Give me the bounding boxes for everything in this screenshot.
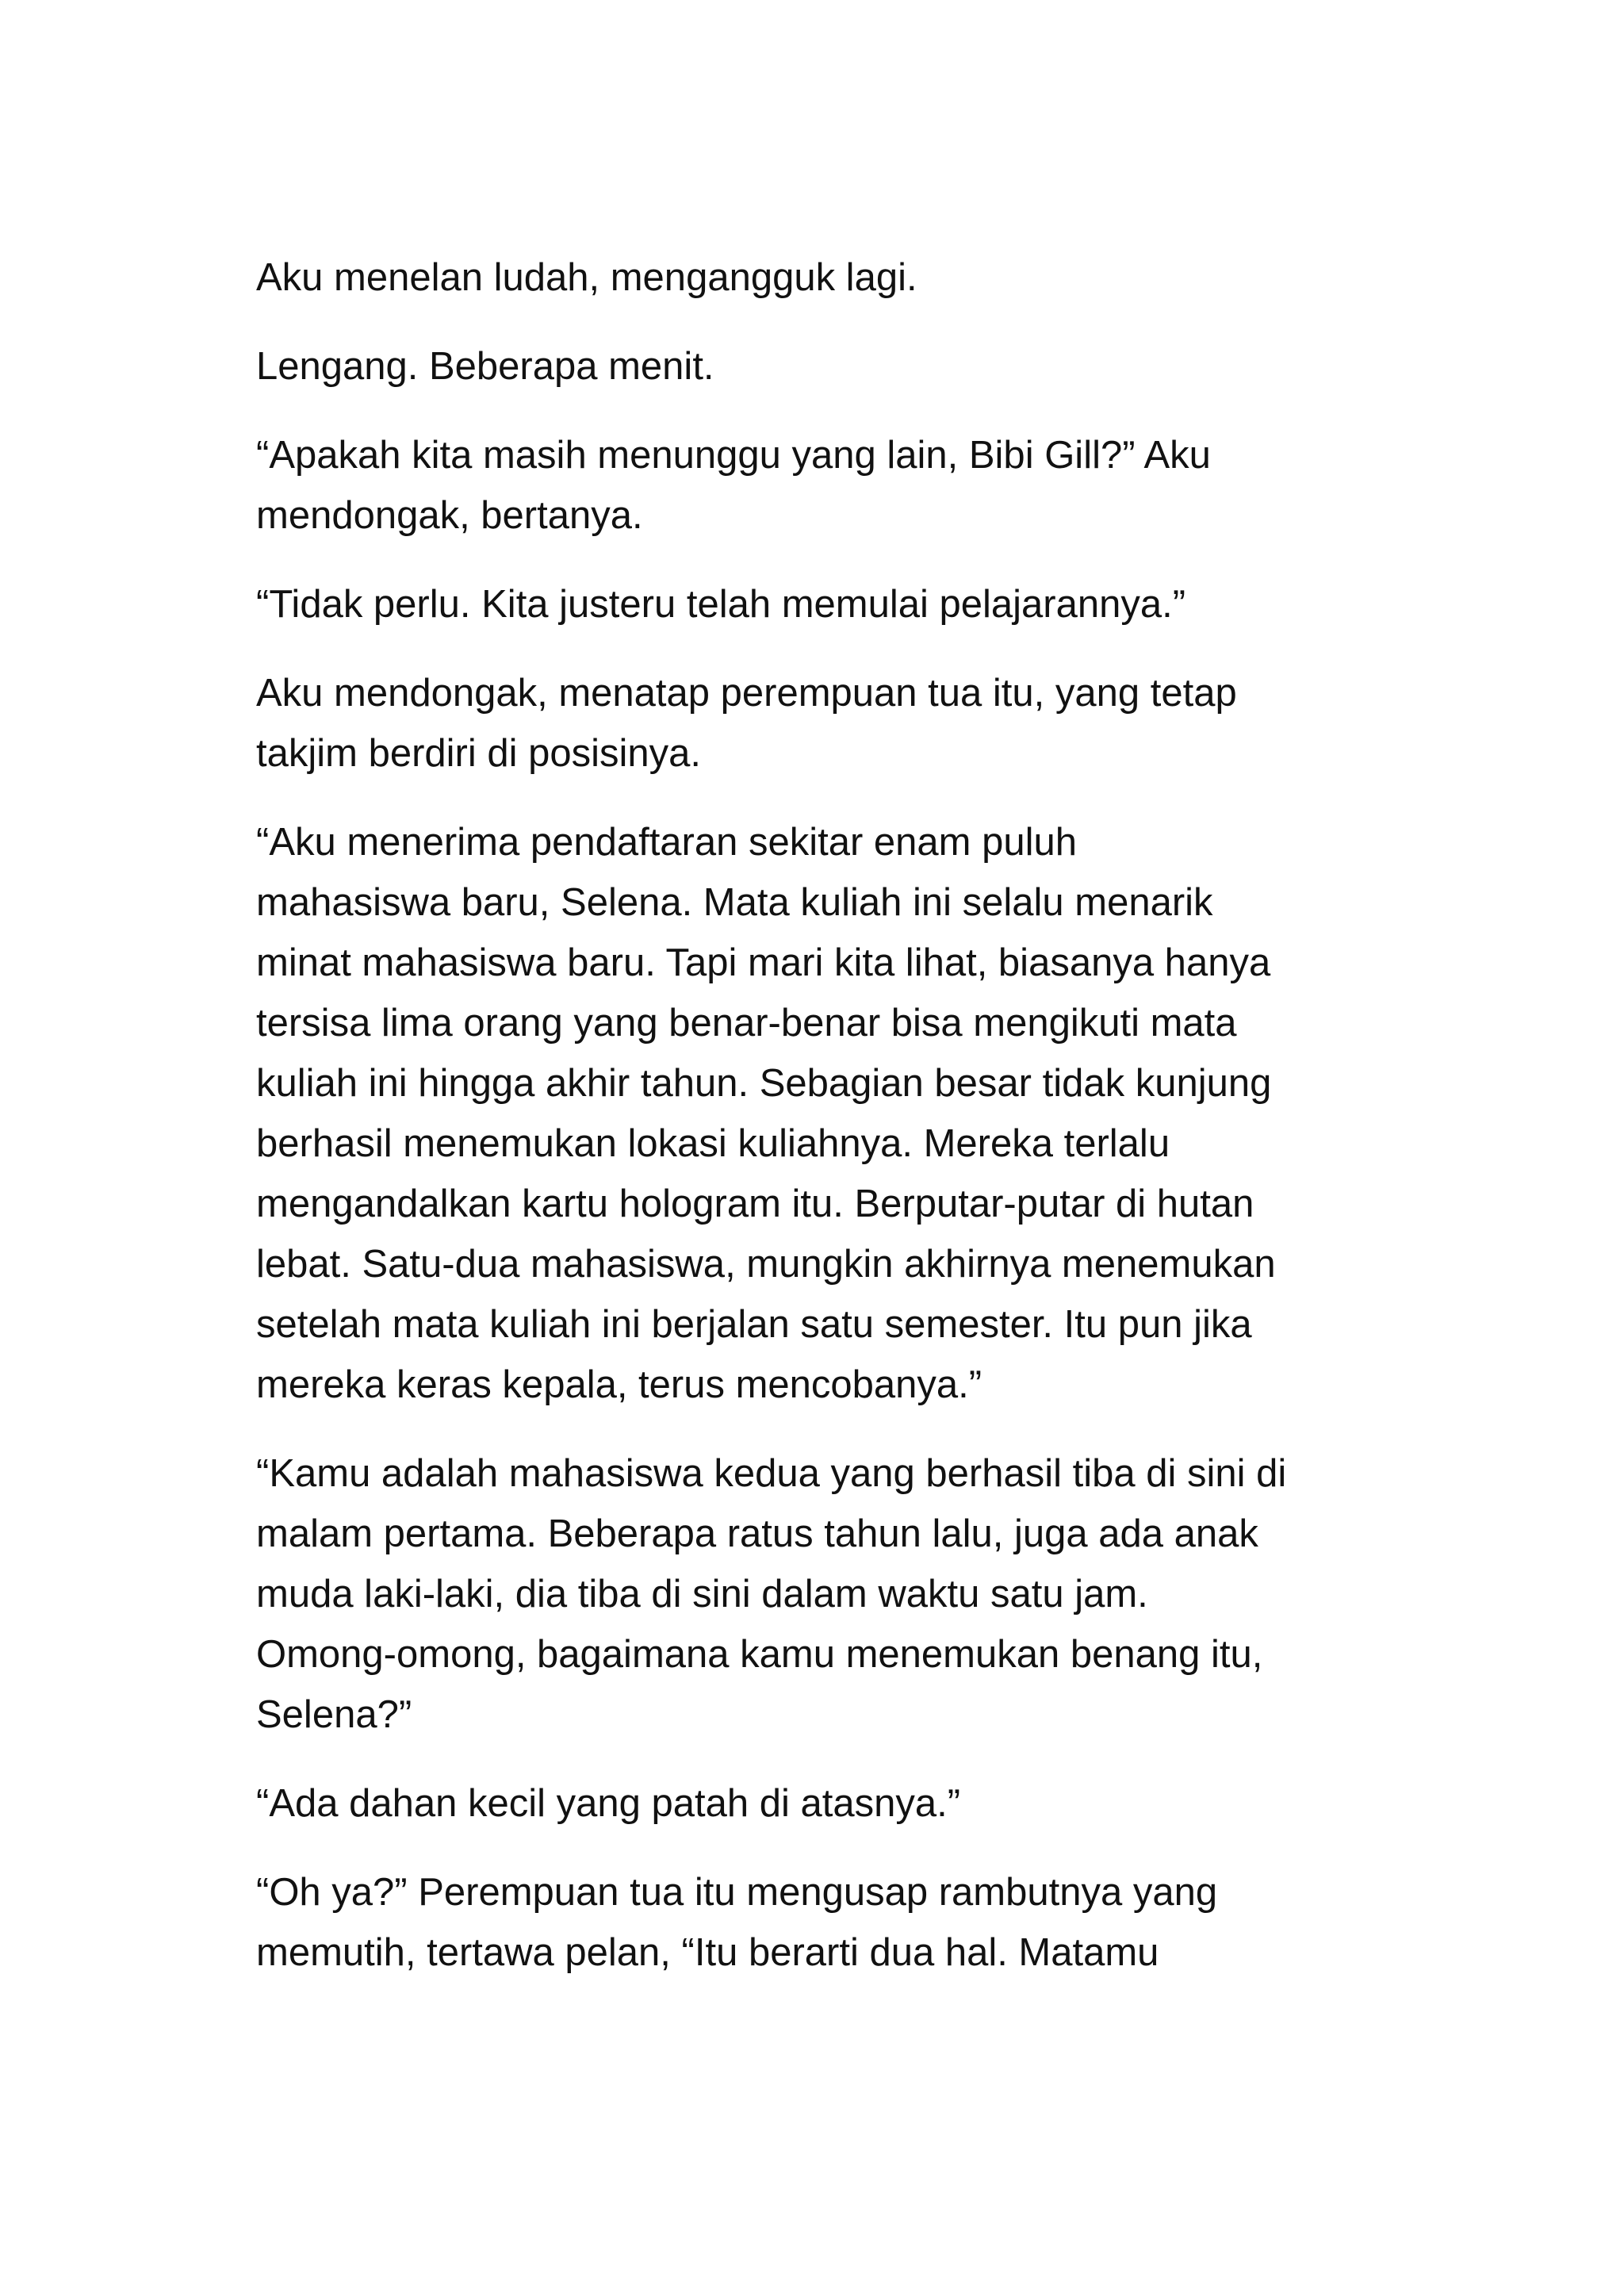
text-line: setelah mata kuliah ini berjalan satu semester. Itu pun jika [256, 1303, 1252, 1346]
text-line: Aku mendongak, menatap perempuan tua itu, yang tetap [256, 672, 1237, 715]
body-text [256, 247, 1382, 2011]
text-line: “Ada dahan kecil yang patah di atasnya.” [256, 1782, 961, 1825]
text-line: takjim berdiri di posisinya. [256, 732, 701, 775]
paragraph [256, 812, 1382, 1415]
text-line: memutih, tertawa pelan, “Itu berarti dua hal. Matamu [256, 1931, 1159, 1974]
paragraph [256, 1862, 1382, 1983]
text-line: mengandalkan kartu hologram itu. Berputar-putar di hutan [256, 1182, 1254, 1225]
paragraph [256, 336, 1382, 397]
text-line: kuliah ini hingga akhir tahun. Sebagian besar tidak kunjung [256, 1062, 1272, 1105]
text-line: minat mahasiswa baru. Tapi mari kita lihat, biasanya hanya [256, 941, 1271, 984]
paragraph [256, 425, 1382, 546]
text-line: “Apakah kita masih menunggu yang lain, Bibi Gill?” Aku [256, 434, 1211, 477]
text-line: “Kamu adalah mahasiswa kedua yang berhasil tiba di sini di [256, 1452, 1287, 1495]
text-line: “Aku menerima pendaftaran sekitar enam puluh [256, 821, 1078, 864]
paragraph [256, 1773, 1382, 1834]
text-line: Lengang. Beberapa menit. [256, 345, 714, 388]
text-line: muda laki-laki, dia tiba di sini dalam waktu satu jam. [256, 1573, 1148, 1616]
text-line: lebat. Satu-dua mahasiswa, mungkin akhirnya menemukan [256, 1243, 1276, 1286]
text-line: Omong-omong, bagaimana kamu menemukan benang itu, [256, 1633, 1263, 1676]
paragraph [256, 1443, 1382, 1745]
text-line: Aku menelan ludah, mengangguk lagi. [256, 256, 917, 299]
text-line: Selena?” [256, 1693, 412, 1736]
paragraph [256, 247, 1382, 308]
text-line: “Tidak perlu. Kita justeru telah memulai pelajarannya.” [256, 583, 1186, 626]
text-line: “Oh ya?” Perempuan tua itu mengusap rambutnya yang [256, 1871, 1218, 1914]
text-line: mahasiswa baru, Selena. Mata kuliah ini selalu menarik [256, 881, 1213, 924]
text-line: berhasil menemukan lokasi kuliahnya. Mereka terlalu [256, 1122, 1170, 1165]
paragraph [256, 663, 1382, 784]
text-line: malam pertama. Beberapa ratus tahun lalu, juga ada anak [256, 1512, 1258, 1555]
text-line: mereka keras kepala, terus mencobanya.” [256, 1363, 982, 1406]
text-line: tersisa lima orang yang benar-benar bisa mengikuti mata [256, 1002, 1237, 1045]
text-line: mendongak, bertanya. [256, 494, 643, 537]
paragraph [256, 574, 1382, 634]
